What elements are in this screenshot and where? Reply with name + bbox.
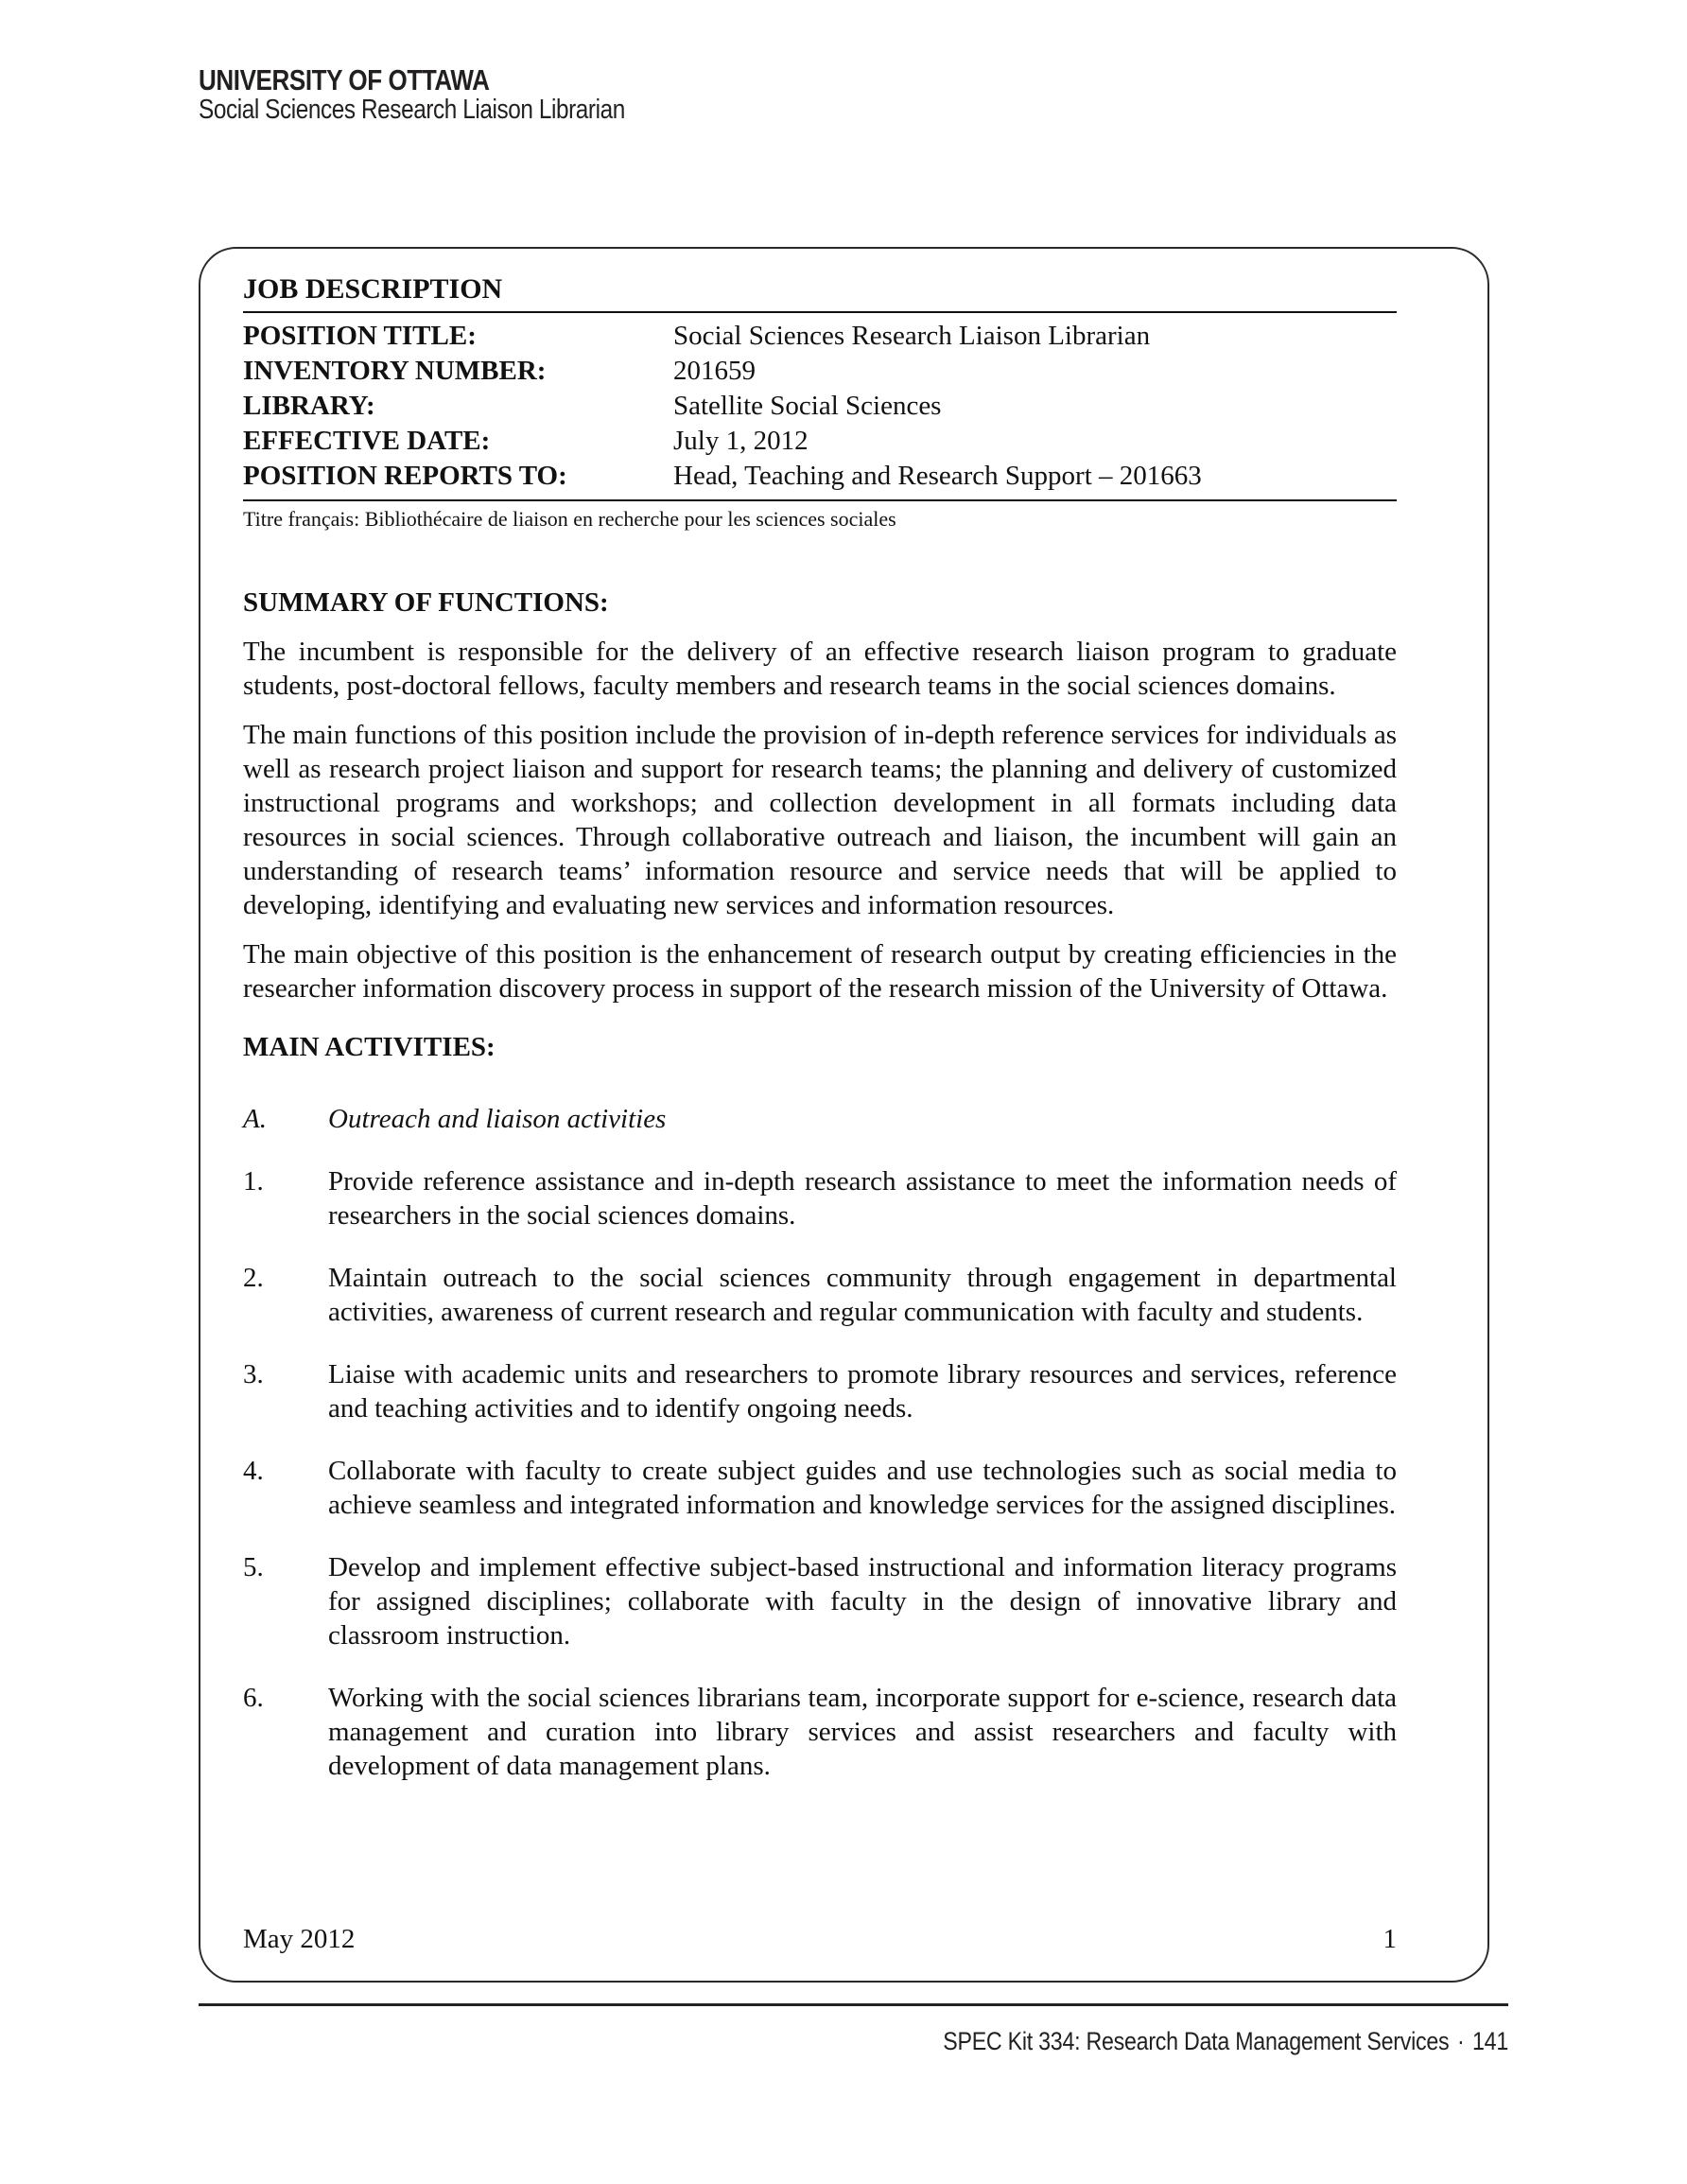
footer-rule	[199, 2003, 1508, 2006]
activity-number: 3.	[243, 1359, 264, 1389]
title-rule	[243, 311, 1397, 313]
fields-table	[243, 319, 1397, 493]
activity-number: 1.	[243, 1166, 264, 1197]
summary-paragraph: The main objective of this position is the enhancement of research output by creating efficiencies in the researcher information discovery process in support of the research mission of the University of Ottawa.	[243, 939, 1397, 1004]
doc-footer	[243, 1896, 1397, 1956]
activity-text: Maintain outreach to the social sciences community through engagement in departmental activities, awareness of current research and regular communication with faculty and students.	[328, 1263, 1397, 1327]
summary-paragraph: The main functions of this position include the provision of in-depth reference services for individuals as well as research project liaison and support for research teams; the planning and delivery of customized instructional programs and workshops; and collection development in all formats including data resources in social sciences. Through collaborative outreach and liaison, the incumbent will gain an understanding of research teams’ information resource and service needs that will be applied to developing, identifying and evaluating new services and information resources.	[243, 720, 1397, 920]
job-description-box	[199, 247, 1489, 1983]
table-rule	[243, 499, 1397, 501]
activities-heading: MAIN ACTIVITIES:	[243, 1032, 496, 1062]
summary-paragraph: The incumbent is responsible for the delivery of an effective research liaison program to graduate students, post-doctoral fellows, faculty members and research teams in the social sciences domains.	[243, 637, 1397, 701]
activity-text: Develop and implement effective subject-based instructional and information literacy programs for assigned disciplines; collaborate with faculty in the design of innovative library and classroom instruction.	[328, 1552, 1397, 1651]
doc-footer-date: May 2012	[243, 1924, 356, 1954]
activity-number: 5.	[243, 1552, 264, 1582]
field-value: July 1, 2012	[673, 426, 809, 456]
activities-section-a	[243, 1102, 1397, 1136]
footer-text-row	[382, 2027, 1508, 2056]
activity-text: Collaborate with faculty to create subject guides and use technologies such as social media to achieve seamless and integrated information and knowledge services for the assigned disciplines.	[328, 1456, 1397, 1520]
summary-heading: SUMMARY OF FUNCTIONS:	[243, 587, 609, 618]
activity-item	[243, 1454, 1397, 1522]
field-value: 201659	[673, 356, 756, 386]
activity-text: Provide reference assistance and in-depth research assistance to meet the information needs of researchers in the social sciences domains.	[328, 1166, 1397, 1231]
publication-title: SPEC Kit 334: Research Data Management Services	[943, 2027, 1450, 2055]
activity-item	[243, 1357, 1397, 1425]
page-footer	[199, 2003, 1508, 2056]
doc-page-number: 1	[1383, 1924, 1397, 1954]
activity-number: 6.	[243, 1683, 264, 1713]
field-label: LIBRARY:	[243, 391, 375, 421]
page-header	[199, 64, 706, 126]
french-title-note: Titre français: Bibliothécaire de liaison en recherche pour les sciences sociales	[243, 507, 896, 531]
institution-name: UNIVERSITY OF OTTAWA	[199, 63, 490, 96]
section-title: Outreach and liaison activities	[328, 1104, 667, 1134]
field-value: Social Sciences Research Liaison Librarian	[673, 321, 1151, 351]
field-label: POSITION REPORTS TO:	[243, 461, 567, 491]
activity-text: Liaise with academic units and researchers to promote library resources and services, reference and teaching activities and to identify ongoing needs.	[328, 1359, 1397, 1424]
footer-separator: ·	[1456, 2027, 1465, 2055]
activity-item	[243, 1261, 1397, 1329]
activity-item	[243, 1550, 1397, 1652]
field-label: POSITION TITLE:	[243, 321, 477, 351]
field-label: INVENTORY NUMBER:	[243, 356, 547, 386]
page-number: 141	[1472, 2027, 1508, 2055]
field-label: EFFECTIVE DATE:	[243, 426, 491, 456]
doc-title: JOB DESCRIPTION	[243, 273, 503, 305]
section-letter: A.	[243, 1104, 267, 1134]
position-name: Social Sciences Research Liaison Librarian	[199, 95, 625, 126]
activity-item	[243, 1164, 1397, 1232]
activity-number: 2.	[243, 1263, 264, 1293]
activity-number: 4.	[243, 1456, 264, 1486]
activity-text: Working with the social sciences librarians team, incorporate support for e-science, research data management and curation into library services and assist researchers and faculty with development of data management plans.	[328, 1683, 1397, 1781]
field-value: Satellite Social Sciences	[673, 391, 942, 421]
activity-item	[243, 1681, 1397, 1783]
field-value: Head, Teaching and Research Support – 201663	[673, 461, 1202, 491]
